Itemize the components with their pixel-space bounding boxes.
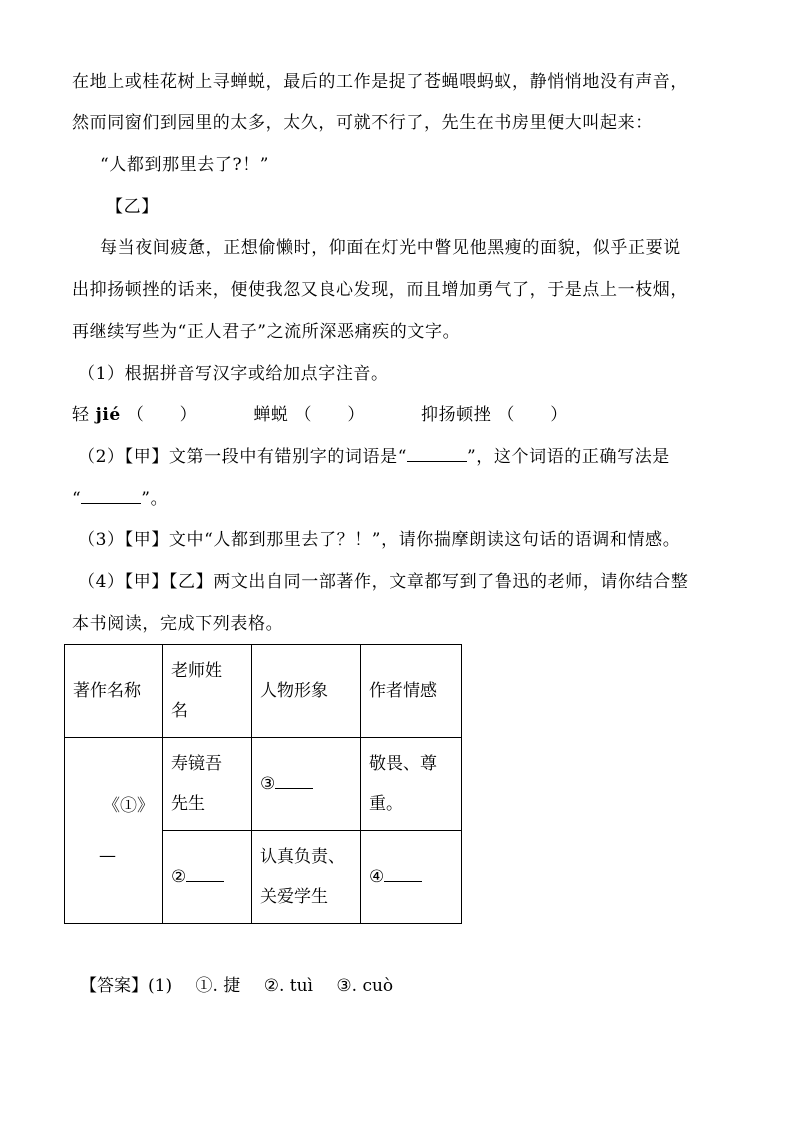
q1-a-pinyin: jié [95, 405, 121, 425]
character-image-cell-2: 认真负责、 关爱学生 [252, 831, 361, 924]
question-2-line-1 [78, 445, 670, 469]
book-title-dash: — [99, 845, 116, 866]
answer-table [64, 644, 462, 924]
q2-text-b: ”，这个词语的正确写法是 [467, 447, 670, 467]
q1-c-label: 抑扬顿挫 [420, 405, 492, 425]
header-book-title: 著作名称 [65, 645, 163, 738]
passage-line-6: 出抑扬顿挫的话来，便使我忽又良心发现，而且增加勇气了，于是点上一枝烟， [72, 280, 688, 300]
q2-text-c: “ [72, 489, 82, 509]
question-4-line-1: （4）【甲】【乙】两文出自同一部著作，文章都写到了鲁迅的老师，请你结合整 [78, 572, 689, 592]
q2-text-a: （2）【甲】文第一段中有错别字的词语是“ [78, 447, 408, 467]
teacher-quote: “人都到那里去了?！” [100, 155, 270, 175]
teacher-name-cell-1: 寿镜吾 先生 [163, 738, 252, 831]
question-3: （3）【甲】文中“人都到那里去了？！”，请你揣摩朗读这句话的语调和情感。 [78, 530, 681, 550]
answer-label: 【答案】(1) [80, 976, 173, 996]
passage-line-2: 然而同窗们到园里的太多，太久，可就不行了，先生在书房里便大叫起来： [72, 113, 653, 133]
answer-3: ③. cuò [336, 976, 394, 996]
q1-b-label: 蝉蜕 [253, 405, 289, 425]
q1-a-paren: （ ） [126, 405, 198, 425]
answer-line [80, 974, 411, 998]
character-image-blank-3[interactable]: ③ [252, 738, 361, 831]
passage-line-1: 在地上或桂花树上寻蝉蜕，最后的工作是捉了苍蝇喂蚂蚁，静悄悄地没有声音， [72, 72, 688, 92]
q2-text-d: ”。 [141, 489, 169, 509]
passage-line-5: 每当夜间疲惫，正想偷懒时，仰面在灯光中瞥见他黑瘦的面貌，似乎正要说 [100, 238, 681, 258]
answer-2: ②. tuì [263, 976, 313, 996]
header-teacher-name: 老师姓 名 [163, 645, 252, 738]
teacher-name-blank-2[interactable]: ② [163, 831, 252, 924]
q1-c-paren: （ ） [497, 405, 568, 425]
section-label-yi: 【乙】 [106, 197, 159, 217]
q2-blank-1[interactable] [407, 445, 467, 462]
answer-1: ①. 捷 [195, 976, 241, 996]
q1-b-paren: （ ） [294, 405, 365, 425]
passage-line-7: 再继续写些为“正人君子”之流所深恶痛疾的文字。 [72, 322, 461, 342]
question-4-line-2: 本书阅读，完成下列表格。 [72, 614, 284, 634]
author-emotion-cell-1: 敬畏、尊重。 [361, 738, 462, 831]
question-1-items [72, 403, 568, 427]
header-author-emotion: 作者情感 [361, 645, 462, 738]
question-1: （1）根据拼音写汉字或给加点字注音。 [78, 364, 389, 384]
header-character-image: 人物形象 [252, 645, 361, 738]
author-emotion-blank-4[interactable]: ④ [361, 831, 462, 924]
book-title-blank[interactable]: 《①》 [103, 795, 154, 816]
book-title-cell [65, 738, 163, 924]
question-2-line-2 [72, 487, 168, 511]
q1-a-label: 轻 [72, 405, 90, 425]
q2-blank-2[interactable] [81, 487, 141, 504]
